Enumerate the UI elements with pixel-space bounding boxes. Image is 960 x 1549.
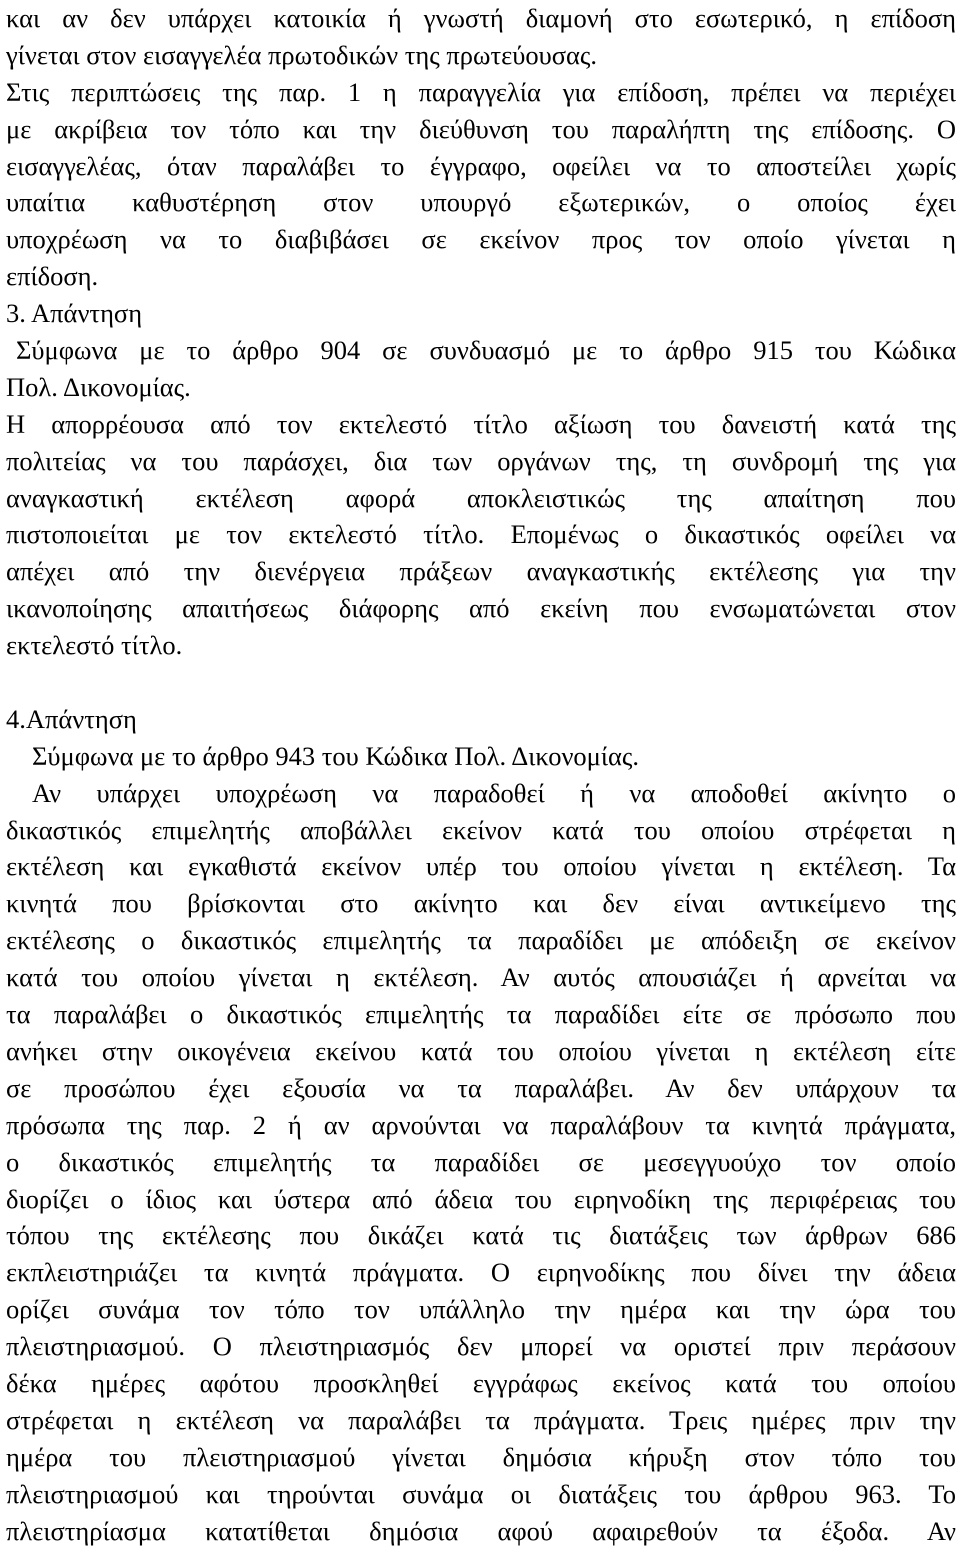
text-line: επίδοση. bbox=[6, 261, 99, 292]
section-heading: 4.Απάντηση bbox=[6, 703, 137, 734]
text-line: Πολ. Δικονομίας. bbox=[6, 371, 191, 402]
text-line: απέχει από την διενέργεια πράξεων αναγκαστικής εκτέλεσης για την bbox=[6, 556, 956, 587]
text-line: εκτελεστό τίτλο. bbox=[6, 630, 183, 661]
text-line: πλειστηριασμού και τηρούνται συνάμα οι διατάξεις του άρθρου 963. Το bbox=[6, 1478, 956, 1509]
section-heading: 3. Απάντηση bbox=[6, 298, 143, 329]
text-line: σε προσώπου έχει εξουσία να τα παραλάβει. Αν δεν υπάρχουν τα bbox=[6, 1072, 956, 1103]
text-line: πολιτείας να του παράσχει, δια των οργάνων της, τη συνδρομή της για bbox=[6, 445, 956, 476]
text-line: ο δικαστικός επιμελητής τα παραδίδει σε μεσεγγυούχο τον οποίο bbox=[6, 1146, 956, 1177]
text-line: πιστοποιείται με τον εκτελεστό τίτλο. Επομένως ο δικαστικός οφείλει να bbox=[6, 519, 956, 550]
text-line: Σύμφωνα με το άρθρο 904 σε συνδυασμό με το άρθρο 915 του Κώδικα bbox=[16, 335, 956, 366]
text-line: κατά του οποίου γίνεται η εκτέλεση. Αν αυτός απουσιάζει ή αρνείται να bbox=[6, 962, 956, 993]
text-line: Σύμφωνα με το άρθρο 943 του Κώδικα Πολ. Δικονομίας. bbox=[32, 740, 640, 771]
text-line: τα παραλάβει ο δικαστικός επιμελητής τα παραδίδει είτε σε πρόσωπο που bbox=[6, 999, 956, 1030]
text-line: με ακρίβεια τον τόπο και την διεύθυνση του παραλήπτη της επίδοσης. Ο bbox=[6, 113, 956, 144]
text-line: ικανοποίησης απαιτήσεως διάφορης από εκείνη που ενσωματώνεται στον bbox=[6, 593, 956, 624]
text-line: Η απορρέουσα από τον εκτελεστό τίτλο αξίωση του δανειστή κατά της bbox=[6, 408, 956, 439]
text-line: στρέφεται η εκτέλεση να παραλάβει τα πράγματα. Τρεις ημέρες πριν την bbox=[6, 1404, 956, 1435]
text-line: εκπλειστηριάζει τα κινητά πράγματα. Ο ειρηνοδίκης που δίνει την άδεια bbox=[6, 1257, 956, 1288]
text-line: δέκα ημέρες αφότου προσκληθεί εγγράφως εκείνος κατά του οποίου bbox=[6, 1367, 956, 1398]
text-line: υπαίτια καθυστέρηση στον υπουργό εξωτερικών, ο οποίος έχει bbox=[6, 187, 956, 218]
text-line: πρόσωπα της παρ. 2 ή αν αρνούνται να παραλάβουν τα κινητά πράγματα, bbox=[6, 1109, 956, 1140]
text-line: και αν δεν υπάρχει κατοικία ή γνωστή διαμονή στο εσωτερικό, η επίδοση bbox=[6, 3, 956, 33]
text-line: ημέρα του πλειστηριασμού γίνεται δημόσια κήρυξη στον τόπο του bbox=[6, 1441, 956, 1472]
text-line: πλειστηρίασμα κατατίθεται δημόσια αφού αφαιρεθούν τα έξοδα. Αν bbox=[6, 1515, 956, 1546]
text-line: δικαστικός επιμελητής αποβάλλει εκείνον κατά του οποίου στρέφεται η bbox=[6, 814, 956, 845]
text-line: εκτέλεση και εγκαθιστά εκείνον υπέρ του οποίου γίνεται η εκτέλεση. Τα bbox=[6, 851, 956, 882]
text-line: εισαγγελέας, όταν παραλάβει το έγγραφο, οφείλει να το αποστείλει χωρίς bbox=[6, 150, 956, 181]
text-line: ορίζει συνάμα τον τόπο τον υπάλληλο την ημέρα και την ώρα του bbox=[6, 1294, 956, 1325]
text-line: υποχρέωση να το διαβιβάσει σε εκείνον προς τον οποίο γίνεται η bbox=[6, 224, 956, 255]
text-line: διορίζει ο ίδιος και ύστερα από άδεια του ειρηνοδίκη της περιφέρειας του bbox=[6, 1183, 956, 1214]
text-line: γίνεται στον εισαγγελέα πρωτοδικών της πρωτεύουσας. bbox=[6, 39, 597, 70]
text-line: εκτέλεσης ο δικαστικός επιμελητής τα παραδίδει με απόδειξη σε εκείνον bbox=[6, 925, 956, 956]
text-line: τόπου της εκτέλεσης που δικάζει κατά τις διατάξεις των άρθρων 686 bbox=[6, 1220, 956, 1251]
text-line: πλειστηριασμού. Ο πλειστηριασμός δεν μπορεί να οριστεί πριν περάσουν bbox=[6, 1331, 956, 1362]
text-line: αναγκαστική εκτέλεση αφορά αποκλειστικώς της απαίτηση που bbox=[6, 482, 956, 513]
text-line: ανήκει στην οικογένεια εκείνου κατά του οποίου γίνεται η εκτέλεση είτε bbox=[6, 1035, 956, 1066]
text-line: Αν υπάρχει υποχρέωση να παραδοθεί ή να αποδοθεί ακίνητο ο bbox=[32, 777, 956, 808]
text-line: Στις περιπτώσεις της παρ. 1 η παραγγελία για επίδοση, πρέπει να περιέχει bbox=[6, 76, 956, 107]
blank-line bbox=[6, 664, 956, 701]
text-line: κινητά που βρίσκονται στο ακίνητο και δεν είναι αντικείμενο της bbox=[6, 888, 956, 919]
